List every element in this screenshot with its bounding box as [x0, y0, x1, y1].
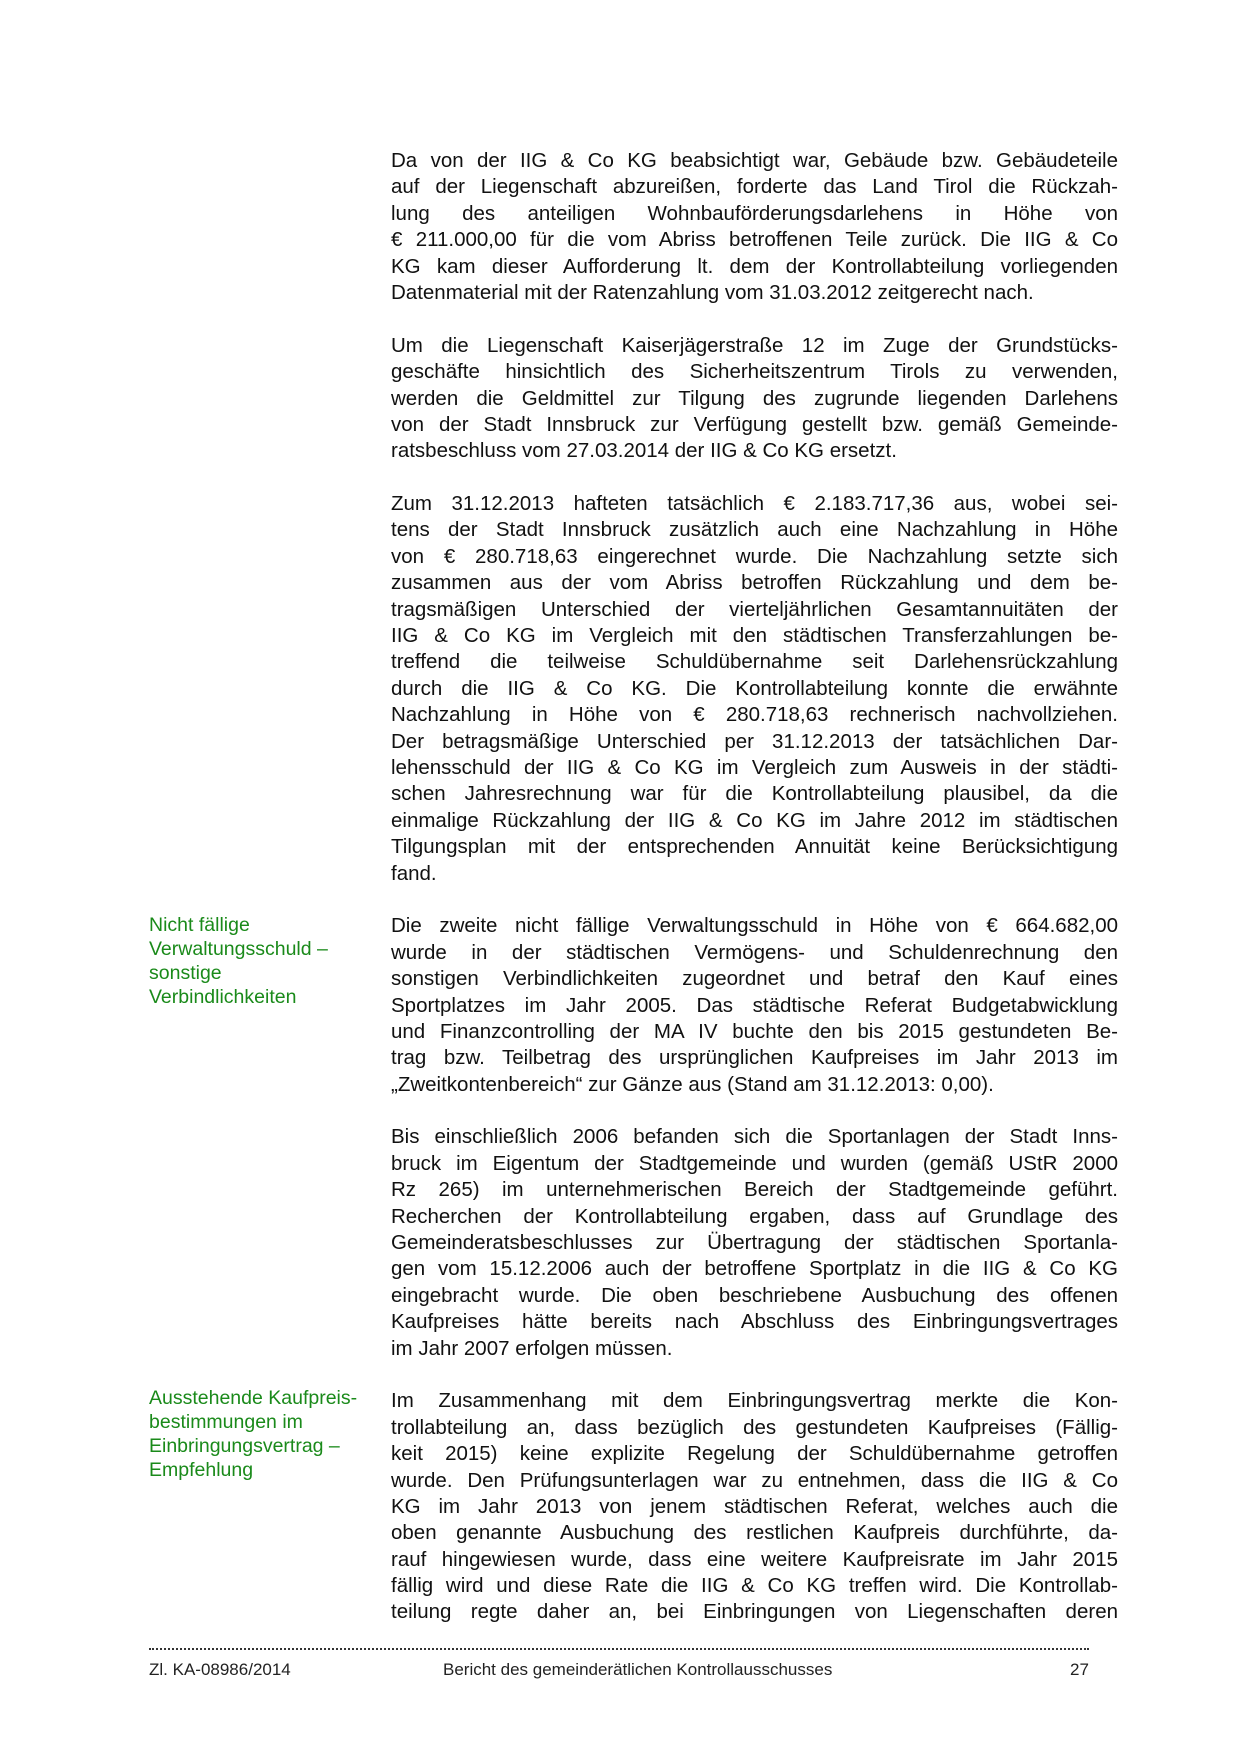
text-line: Im Zusammenhang mit dem Einbringungsvertrag merkte die Kon- [391, 1389, 1118, 1413]
text-line: IIG & Co KG im Vergleich mit den städtischen Transferzahlungen be- [391, 624, 1118, 648]
margin-note-line: Verwaltungsschuld – [149, 938, 328, 960]
footer-title: Bericht des gemeinderätlichen Kontrollausschusses [443, 1660, 833, 1679]
text-line: Datenmaterial mit der Ratenzahlung vom 31.03.2012 zeitgerecht nach. [391, 280, 1034, 304]
text-line: trag bzw. Teilbetrag des ursprünglichen Kaufpreises im Jahr 2013 im [391, 1046, 1118, 1070]
text-line: wurde. Den Prüfungsunterlagen war zu entnehmen, dass die IIG & Co [391, 1468, 1118, 1492]
text-line: „Zweitkontenbereich“ zur Gänze aus (Stand am 31.12.2013: 0,00). [391, 1072, 994, 1096]
text-line: wurde in der städtischen Vermögens- und Schuldenrechnung den [391, 940, 1118, 964]
text-line: oben genannte Ausbuchung des restlichen Kaufpreis durchführte, da- [391, 1521, 1118, 1545]
text-line: sonstigen Verbindlichkeiten zugeordnet und betraf den Kauf eines [391, 967, 1118, 991]
text-line: Nachzahlung in Höhe von € 280.718,63 rechnerisch nachvollziehen. [391, 703, 1118, 727]
text-line: durch die IIG & Co KG. Die Kontrollabteilung konnte die erwähnte [391, 676, 1118, 700]
margin-note-line: Empfehlung [149, 1459, 254, 1481]
text-line: KG im Jahr 2013 von jenem städtischen Referat, welches auch die [391, 1494, 1118, 1518]
text-line: zusammen aus der vom Abriss betroffen Rückzahlung und dem be- [391, 571, 1118, 595]
text-line: auf der Liegenschaft abzureißen, forderte das Land Tirol die Rückzah- [391, 175, 1118, 199]
text-line: Der betragsmäßige Unterschied per 31.12.2013 der tatsächlichen Dar- [391, 729, 1118, 753]
paragraph [391, 333, 1118, 465]
text-line: werden die Geldmittel zur Tilgung des zugrunde liegenden Darlehens [391, 386, 1118, 410]
margin-note-kaufpreisbestimmungen [149, 1386, 389, 1482]
text-line: gen vom 15.12.2006 auch der betroffene Sportplatz in die IIG & Co KG [391, 1257, 1118, 1281]
text-line: € 211.000,00 für die vom Abriss betroffenen Teile zurück. Die IIG & Co [391, 228, 1118, 252]
text-line: Gemeinderatsbeschlusses zur Übertragung der städtischen Sportanla- [391, 1231, 1118, 1255]
margin-note-line: Einbringungsvertrag – [149, 1435, 340, 1457]
text-line: lehensschuld der IIG & Co KG im Vergleich zum Ausweis in der städti- [391, 755, 1118, 779]
text-line: keit 2015) keine explizite Regelung der Schuldübernahme getroffen [391, 1442, 1118, 1466]
text-line: geschäfte hinsichtlich des Sicherheitszentrum Tirols zu verwenden, [391, 360, 1118, 384]
text-line: rauf hingewiesen wurde, dass eine weitere Kaufpreisrate im Jahr 2015 [391, 1547, 1118, 1571]
text-line: Zum 31.12.2013 hafteten tatsächlich € 2.183.717,36 aus, wobei sei- [391, 492, 1118, 516]
text-line: und Finanzcontrolling der MA IV buchte den bis 2015 gestundeten Be- [391, 1019, 1118, 1043]
text-line: lung des anteiligen Wohnbauförderungsdarlehens in Höhe von [391, 201, 1118, 225]
paragraph [391, 148, 1118, 306]
text-line: von der Stadt Innsbruck zur Verfügung gestellt bzw. gemäß Gemeinde- [391, 412, 1118, 436]
paragraph [391, 491, 1118, 887]
text-line: schen Jahresrechnung war für die Kontrollabteilung plausibel, da die [391, 782, 1118, 806]
text-line: Da von der IIG & Co KG beabsichtigt war, Gebäude bzw. Gebäudeteile [391, 149, 1118, 172]
text-line: Tilgungsplan mit der entsprechenden Annuität keine Berücksichtigung [391, 835, 1118, 859]
text-line: Bis einschließlich 2006 befanden sich die Sportanlagen der Stadt Inns- [391, 1125, 1118, 1149]
text-line: Um die Liegenschaft Kaiserjägerstraße 12 im Zuge der Grundstücks- [391, 333, 1118, 357]
paragraph [391, 1124, 1118, 1362]
text-line: im Jahr 2007 erfolgen müssen. [391, 1336, 673, 1360]
text-line: eingebracht wurde. Die oben beschriebene Ausbuchung des offenen [391, 1283, 1118, 1307]
margin-note-line: Nicht fällige [149, 914, 250, 936]
text-line: ratsbeschluss vom 27.03.2014 der IIG & Co KG ersetzt. [391, 439, 897, 463]
text-line: Kaufpreises hätte bereits nach Abschluss des Einbringungsvertrages [391, 1310, 1118, 1334]
footer-page-number: 27 [1070, 1660, 1089, 1679]
margin-note-line: Ausstehende Kaufpreis- [149, 1387, 358, 1409]
text-line: KG kam dieser Aufforderung lt. dem der Kontrollabteilung vorliegenden [391, 254, 1118, 278]
text-line: Recherchen der Kontrollabteilung ergaben, dass auf Grundlage des [391, 1204, 1118, 1228]
text-line: bruck im Eigentum der Stadtgemeinde und wurden (gemäß UStR 2000 [391, 1151, 1118, 1175]
footer-reference: Zl. KA-08986/2014 [149, 1660, 291, 1679]
body-text [391, 148, 1118, 1652]
text-line: fällig wird und diese Rate die IIG & Co KG treffen wird. Die Kontrollab- [391, 1574, 1118, 1598]
text-line: treffend die teilweise Schuldübernahme seit Darlehensrückzahlung [391, 650, 1118, 674]
text-line: fand. [391, 861, 437, 885]
margin-note-verwaltungsschuld [149, 913, 389, 1009]
text-line: Rz 265) im unternehmerischen Bereich der Stadtgemeinde geführt. [391, 1178, 1118, 1202]
text-line: von € 280.718,63 eingerechnet wurde. Die Nachzahlung setzte sich [391, 544, 1118, 568]
text-line: teilung regte daher an, bei Einbringungen von Liegenschaften deren [391, 1600, 1118, 1624]
paragraph [391, 1388, 1118, 1626]
footer-divider [149, 1648, 1089, 1650]
margin-note-line: bestimmungen im [149, 1411, 303, 1433]
paragraph [391, 913, 1118, 1098]
text-line: Sportplatzes im Jahr 2005. Das städtische Referat Budgetabwicklung [391, 993, 1118, 1017]
text-line: tragsmäßigen Unterschied der vierteljährlichen Gesamtannuitäten der [391, 597, 1118, 621]
margin-note-line: sonstige [149, 962, 222, 984]
text-line: trollabteilung an, dass bezüglich des gestundeten Kaufpreises (Fällig- [391, 1415, 1118, 1439]
text-line: Die zweite nicht fällige Verwaltungsschuld in Höhe von € 664.682,00 [391, 914, 1118, 938]
margin-note-line: Verbindlichkeiten [149, 986, 297, 1008]
text-line: tens der Stadt Innsbruck zusätzlich auch eine Nachzahlung in Höhe [391, 518, 1118, 542]
text-line: einmalige Rückzahlung der IIG & Co KG im Jahre 2012 im städtischen [391, 808, 1118, 832]
